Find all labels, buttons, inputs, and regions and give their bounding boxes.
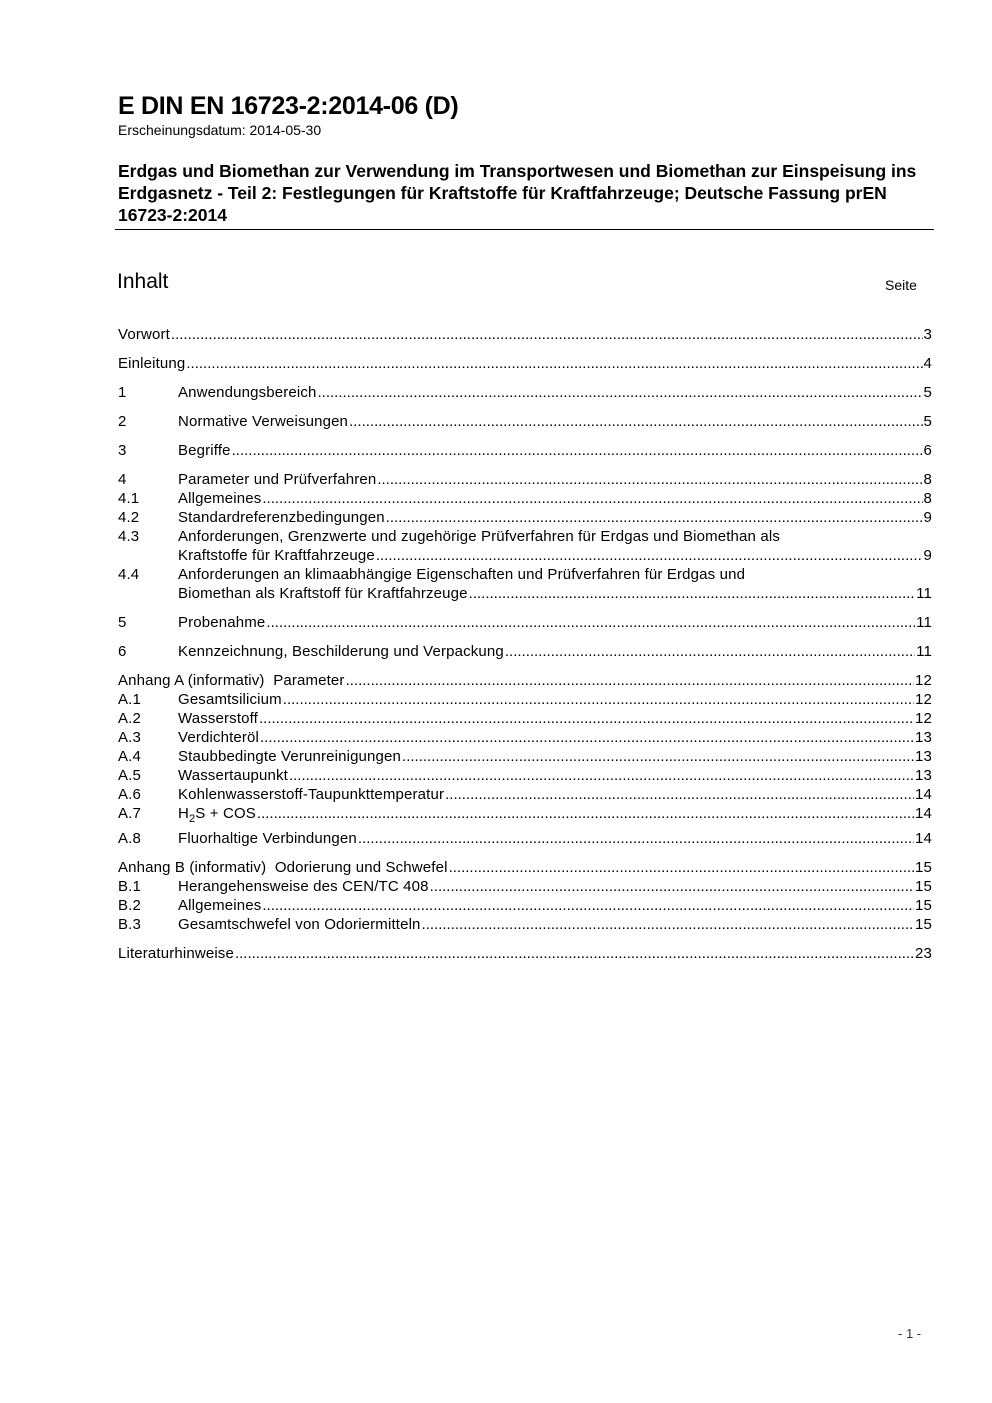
toc-entry-title-continued: Biomethan als Kraftstoff für Kraftfahrzeuge [178, 585, 468, 602]
toc-entry-2[interactable] [118, 412, 932, 431]
toc-entry-4-2[interactable] [118, 508, 932, 527]
toc-leader [505, 642, 915, 661]
toc-entry-anhang-a[interactable] [118, 671, 932, 690]
toc-entry-number: 6 [118, 643, 127, 660]
toc-leader [469, 584, 915, 603]
toc-entry-a-2[interactable] [118, 709, 932, 728]
toc-entry-title: Verdichteröl [178, 729, 260, 746]
toc-entry-number: A.1 [118, 691, 141, 708]
toc-leader [358, 829, 914, 848]
toc-entry-page: 14 [915, 830, 932, 847]
toc-entry-vorwort[interactable] [118, 325, 932, 344]
formula-part: H [178, 805, 189, 822]
toc-entry-title: Parameter und Prüfverfahren [178, 471, 377, 488]
toc-entry-number: 1 [118, 384, 127, 401]
toc-entry-title: Allgemeines [178, 897, 262, 914]
toc-entry-title: Probenahme [178, 614, 266, 631]
toc-entry-title: Gesamtsilicium [178, 691, 282, 708]
toc-leader [257, 804, 914, 823]
toc-leader [171, 325, 923, 344]
toc-entry-title: Wassertaupunkt [178, 767, 288, 784]
toc-entry-number: 5 [118, 614, 127, 631]
toc-entry-number: 4.1 [118, 490, 140, 507]
toc-entry-anhang-b[interactable] [118, 858, 932, 877]
toc-entry-number: 4.4 [118, 566, 140, 583]
toc-entry-page: 3 [923, 326, 932, 343]
toc-entry-page: 8 [923, 490, 932, 507]
toc-entry-page: 12 [915, 672, 932, 689]
toc-entry-page: 4 [923, 355, 932, 372]
toc-leader [317, 383, 922, 402]
toc-leader [235, 944, 914, 963]
toc-entry-b-3[interactable] [118, 915, 932, 934]
toc-entry-title: Wasserstoff [178, 710, 259, 727]
toc-entry-page: 8 [923, 471, 932, 488]
toc-entry-page: 14 [915, 786, 932, 803]
toc-entry-page: 6 [923, 442, 932, 459]
toc-entry-page: 14 [915, 805, 932, 822]
toc-entry-title: Staubbedingte Verunreinigungen [178, 748, 402, 765]
toc-leader [262, 489, 922, 508]
document-id: E DIN EN 16723-2:2014-06 (D) [118, 92, 459, 120]
toc-leader [283, 690, 914, 709]
toc-entry-title: Kohlenwasserstoff-Taupunkttemperatur [178, 786, 445, 803]
toc-leader [422, 915, 914, 934]
toc-entry-1[interactable] [118, 383, 932, 402]
toc-entry-4-4[interactable] [118, 565, 932, 603]
toc-entry-number: 2 [118, 413, 127, 430]
toc-entry-3[interactable] [118, 441, 932, 460]
toc-entry-title: Anforderungen, Grenzwerte und zugehörige Prüfverfahren für Erdgas und Biomethan als [178, 528, 780, 545]
toc-entry-number: A.8 [118, 830, 141, 847]
toc-entry-page: 11 [916, 643, 932, 660]
toc-leader [232, 441, 923, 460]
toc-entry-title [178, 804, 256, 823]
toc-entry-page: 13 [915, 729, 932, 746]
toc-leader [259, 709, 914, 728]
toc-leader [262, 896, 914, 915]
toc-entry-number: 4.3 [118, 528, 140, 545]
toc-entry-a-6[interactable] [118, 785, 932, 804]
toc-entry-title: Allgemeines [178, 490, 262, 507]
toc-entry-page: 13 [915, 748, 932, 765]
toc-entry-page: 15 [915, 916, 932, 933]
toc-entry-title: Herangehensweise des CEN/TC 408 [178, 878, 429, 895]
toc-entry-a-5[interactable] [118, 766, 932, 785]
toc-leader [402, 747, 914, 766]
toc-entry-title: Fluorhaltige Verbindungen [178, 830, 357, 847]
toc-entry-4-3[interactable] [118, 527, 932, 565]
toc-leader [186, 354, 922, 373]
toc-entry-page: 12 [915, 710, 932, 727]
toc-entry-4[interactable] [118, 470, 932, 489]
toc-entry-number: 4 [118, 471, 127, 488]
toc-entry-title: Einleitung [118, 355, 186, 372]
toc-leader [289, 766, 914, 785]
document-title: Erdgas und Biomethan zur Verwendung im Transportwesen und Biomethan zur Einspeisung ins Erdgasnetz - Teil 2: Festlegungen für Kraftstoffe für Kraftfahrzeuge; Deutsche Fassung prEN 16723-2:2014 [118, 161, 917, 225]
toc-entry-title: Anforderungen an klimaabhängige Eigenschaften und Prüfverfahren für Erdgas und [178, 566, 746, 583]
toc-entry-literaturhinweise[interactable] [118, 944, 932, 963]
toc-entry-6[interactable] [118, 642, 932, 661]
toc-leader [449, 858, 914, 877]
formula-subscript: 2 [188, 813, 196, 825]
toc-entry-page: 15 [915, 897, 932, 914]
toc-entry-page: 11 [916, 585, 932, 602]
toc-leader [260, 728, 914, 747]
toc-entry-a-1[interactable] [118, 690, 932, 709]
toc-entry-title: Anwendungsbereich [178, 384, 317, 401]
toc-entry-b-2[interactable] [118, 896, 932, 915]
toc-entry-4-1[interactable] [118, 489, 932, 508]
toc-entry-number: 3 [118, 442, 127, 459]
page-number: - 1 - [898, 1326, 922, 1341]
toc-leader [346, 671, 914, 690]
toc-entry-page: 23 [915, 945, 932, 962]
toc-entry-5[interactable] [118, 613, 932, 632]
toc-entry-title: Standardreferenzbedingungen [178, 509, 385, 526]
toc-entry-title: Vorwort [118, 326, 170, 343]
toc-leader [266, 613, 915, 632]
toc-entry-title: Gesamtschwefel von Odoriermitteln [178, 916, 421, 933]
toc-entry-number: A.4 [118, 748, 141, 765]
toc-leader [349, 412, 922, 431]
toc-entry-page: 5 [923, 413, 932, 430]
toc-entry-number: A.7 [118, 805, 141, 822]
toc-entry-number: A.3 [118, 729, 141, 746]
toc-entry-a-7[interactable] [118, 804, 932, 823]
toc-entry-title-continued: Kraftstoffe für Kraftfahrzeuge [178, 547, 375, 564]
toc-entry-number: A.5 [118, 767, 141, 784]
toc-entry-page: 13 [915, 767, 932, 784]
toc-entry-b-1[interactable] [118, 877, 932, 896]
toc-entry-page: 11 [916, 614, 932, 631]
toc-entry-title: Begriffe [178, 442, 231, 459]
toc-entry-a-3[interactable] [118, 728, 932, 747]
toc-entry-number: A.6 [118, 786, 141, 803]
toc-page-label: Seite [885, 277, 917, 293]
toc-entry-einleitung[interactable] [118, 354, 932, 373]
toc-leader [386, 508, 923, 527]
toc-entry-number: 4.2 [118, 509, 140, 526]
toc-entry-number: B.1 [118, 878, 141, 895]
title-divider [115, 229, 934, 230]
toc-entry-page: 9 [923, 509, 932, 526]
toc-entry-a-4[interactable] [118, 747, 932, 766]
toc-entry-number: B.3 [118, 916, 141, 933]
toc-leader [376, 546, 923, 565]
publication-date: Erscheinungsdatum: 2014-05-30 [118, 122, 322, 138]
table-of-contents [118, 325, 932, 963]
toc-leader [430, 877, 914, 896]
toc-entry-page: 15 [915, 859, 932, 876]
toc-leader [377, 470, 922, 489]
toc-entry-number: B.2 [118, 897, 141, 914]
toc-entry-number: A.2 [118, 710, 141, 727]
toc-entry-title: Normative Verweisungen [178, 413, 349, 430]
toc-entry-title: Literaturhinweise [118, 945, 234, 962]
toc-entry-page: 9 [923, 547, 932, 564]
toc-heading: Inhalt [117, 270, 169, 293]
toc-entry-page: 5 [923, 384, 932, 401]
toc-entry-title: Anhang A (informativ) Parameter [118, 672, 345, 689]
toc-entry-page: 12 [915, 691, 932, 708]
toc-leader [445, 785, 914, 804]
formula-part: S + COS [195, 805, 256, 822]
toc-entry-title: Anhang B (informativ) Odorierung und Schwefel [118, 859, 448, 876]
toc-entry-title: Kennzeichnung, Beschilderung und Verpackung [178, 643, 504, 660]
toc-entry-page: 15 [915, 878, 932, 895]
toc-entry-a-8[interactable] [118, 829, 932, 848]
